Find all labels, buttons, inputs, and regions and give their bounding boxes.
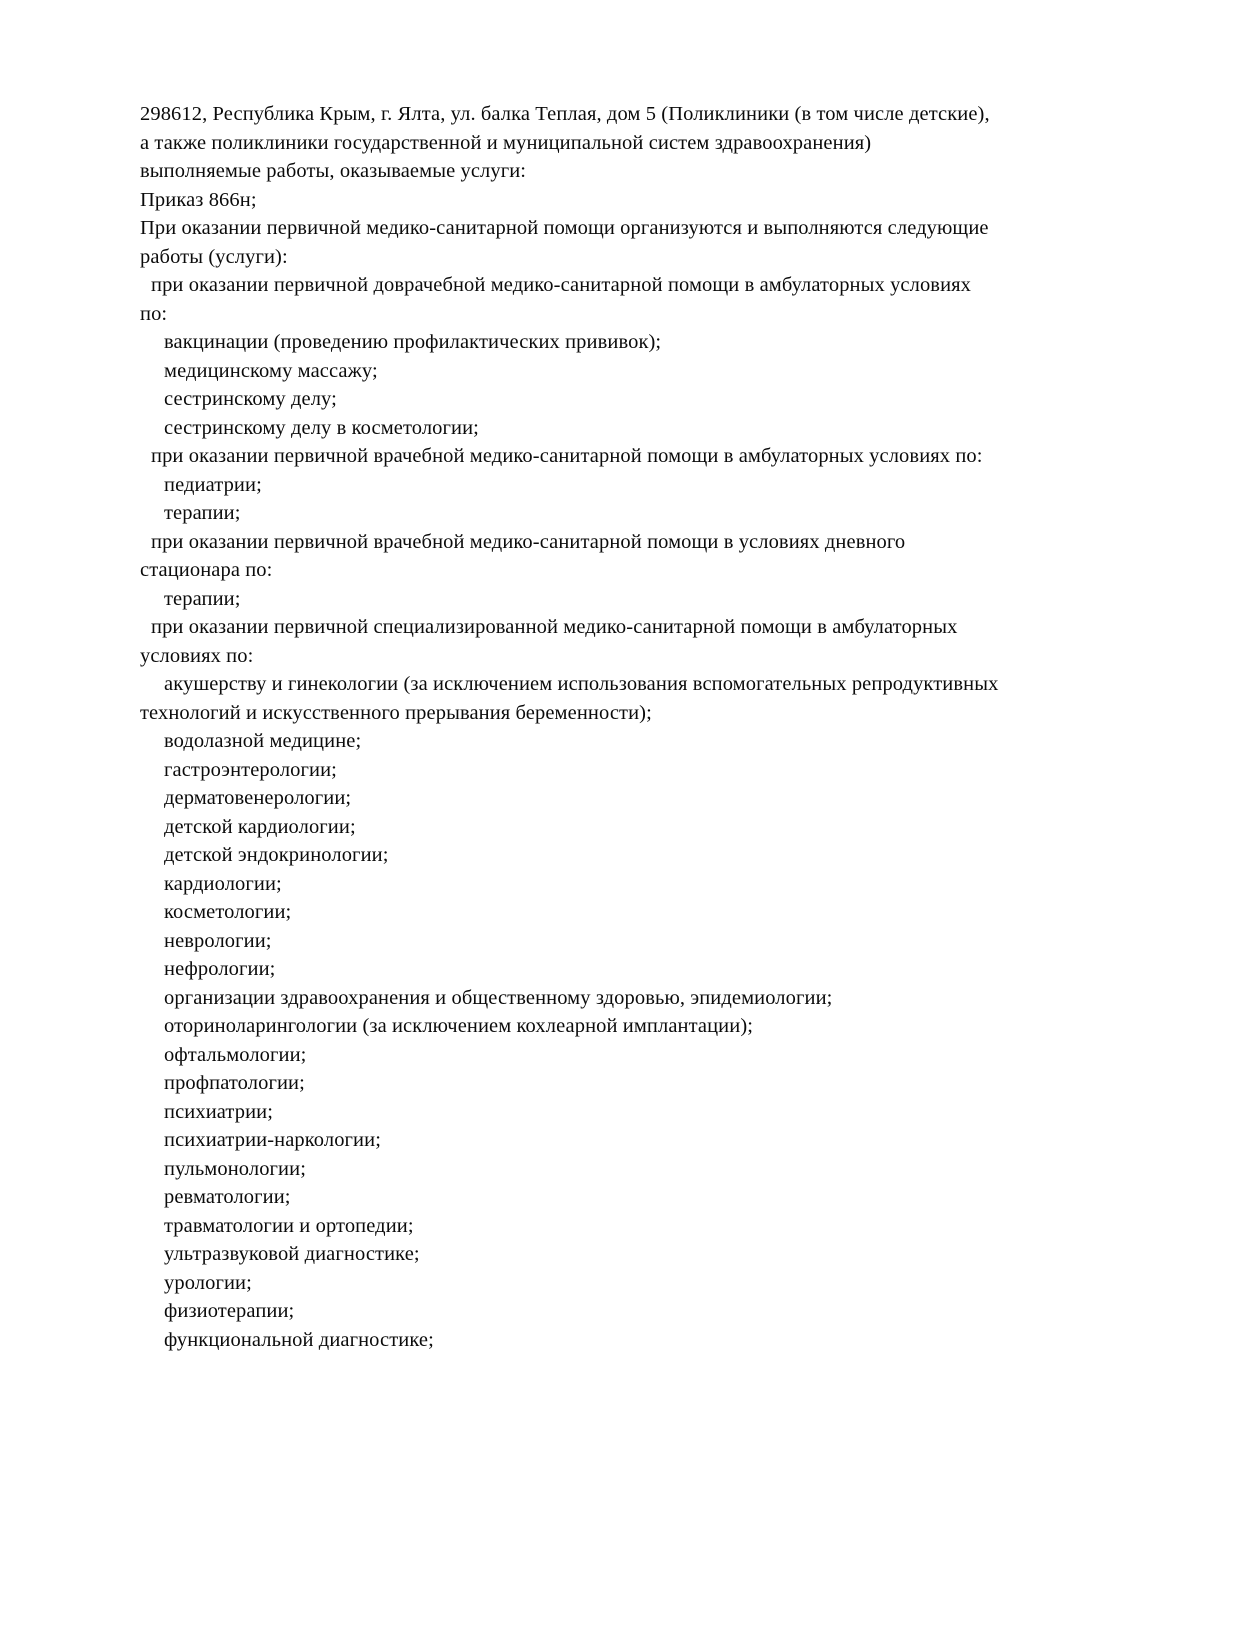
text-line: травматологии и ортопедии;	[164, 1214, 414, 1237]
text-line: условиях по:	[140, 644, 254, 667]
text-line: при оказании первичной врачебной медико-санитарной помощи в амбулаторных условиях по:	[151, 445, 983, 467]
text-line: терапии;	[164, 587, 241, 610]
text-line: стационара по:	[140, 559, 273, 581]
text-line: медицинскому массажу;	[164, 359, 378, 382]
text-line: гастроэнтерологии;	[164, 758, 337, 781]
text-line: при оказании первичной врачебной медико-санитарной помощи в условиях дневного	[151, 530, 906, 553]
text-line: а также поликлиники государственной и муниципальной систем здравоохранения)	[140, 131, 872, 154]
text-line: ревматологии;	[164, 1186, 291, 1208]
text-line: физиотерапии;	[164, 1300, 295, 1322]
document-body	[140, 100, 1125, 1354]
text-line: неврологии;	[164, 929, 272, 952]
text-line: при оказании первичной специализированной медико-санитарной помощи в амбулаторных	[151, 616, 958, 638]
text-line: сестринскому делу;	[164, 388, 337, 410]
text-line: пульмонологии;	[164, 1157, 306, 1180]
text-line: работы (услуги):	[140, 245, 288, 268]
text-line: кардиологии;	[164, 872, 282, 895]
text-line: водолазной медицине;	[164, 730, 362, 752]
text-line: 298612, Республика Крым, г. Ялта, ул. балка Теплая, дом 5 (Поликлиники (в том числе детские),	[140, 103, 990, 125]
text-line: педиатрии;	[164, 473, 262, 496]
text-line: организации здравоохранения и общественному здоровью, эпидемиологии;	[164, 986, 833, 1009]
text-line: технологий и искусственного прерывания беременности);	[140, 701, 652, 724]
text-line: психиатрии-наркологии;	[164, 1129, 381, 1151]
text-line: психиатрии;	[164, 1100, 274, 1123]
text-line: по:	[140, 302, 168, 325]
text-line: акушерству и гинекологии (за исключением использования вспомогательных репродуктивных	[164, 673, 999, 695]
text-line: косметологии;	[164, 901, 292, 923]
text-line: вакцинации (проведению профилактических прививок);	[164, 331, 662, 353]
text-line: детской эндокринологии;	[164, 844, 389, 866]
text-line: дерматовенерологии;	[164, 787, 352, 809]
text-line: При оказании первичной медико-санитарной помощи организуются и выполняются следующие	[140, 217, 989, 239]
text-line: оториноларингологии (за исключением кохлеарной имплантации);	[164, 1015, 754, 1037]
text-line: урологии;	[164, 1271, 252, 1294]
text-line: терапии;	[164, 502, 241, 524]
text-line: детской кардиологии;	[164, 815, 356, 838]
text-line: ультразвуковой диагностике;	[164, 1243, 420, 1265]
text-line: Приказ 866н;	[140, 188, 257, 211]
text-line: выполняемые работы, оказываемые услуги:	[140, 160, 527, 182]
text-line: сестринскому делу в косметологии;	[164, 416, 479, 439]
text-line: профпатологии;	[164, 1072, 305, 1094]
text-line: функциональной диагностике;	[164, 1328, 434, 1351]
text-line: офтальмологии;	[164, 1043, 307, 1066]
text-line: нефрологии;	[164, 958, 276, 980]
text-line: при оказании первичной доврачебной медико-санитарной помощи в амбулаторных условиях	[151, 274, 972, 296]
